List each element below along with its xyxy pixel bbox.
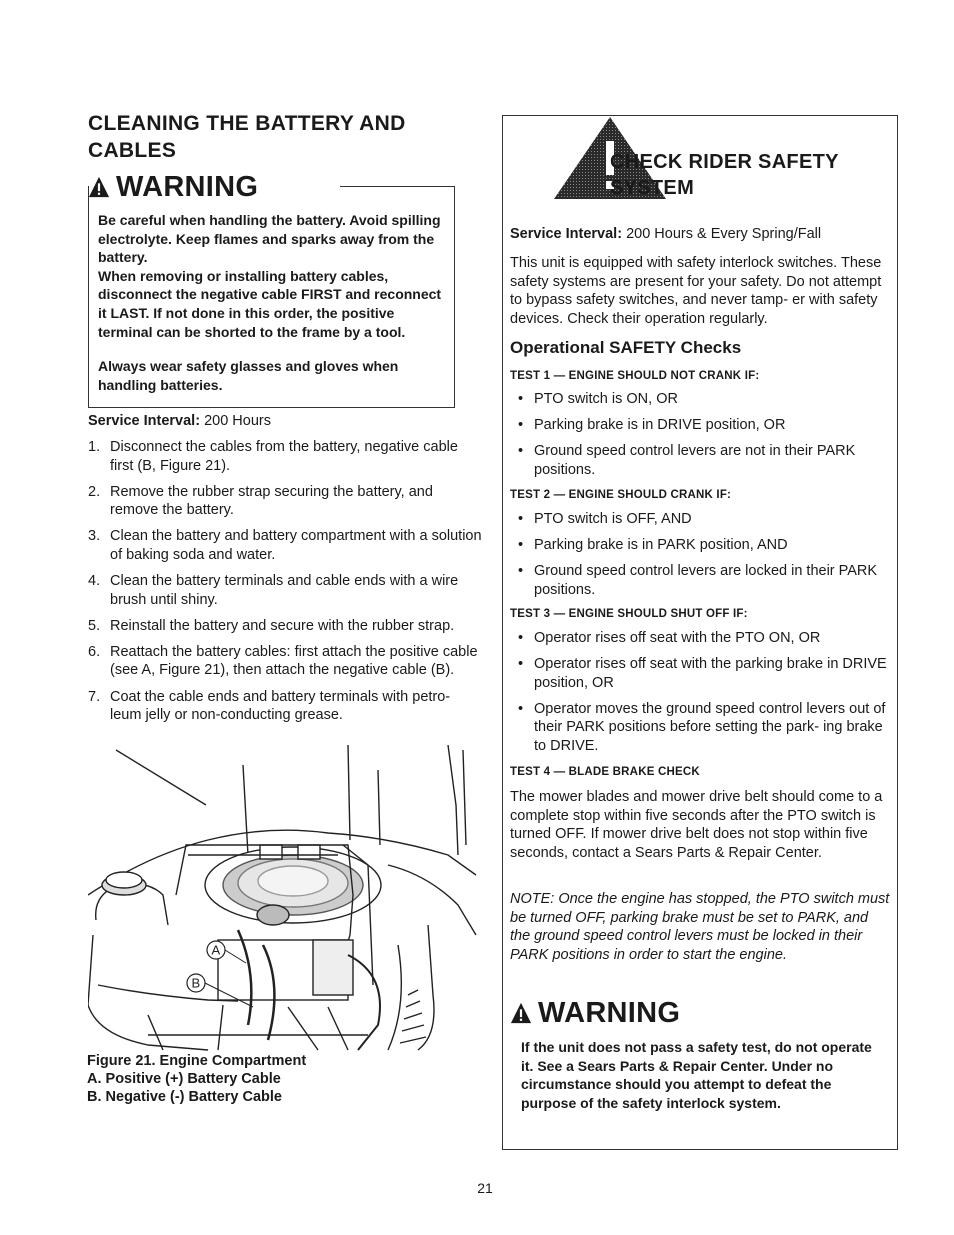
list-item: • Operator moves the ground speed control levers out of their PARK positions before setting the park- ing brake to DRIVE. — [518, 700, 890, 756]
warning-box-rule — [340, 186, 454, 187]
warning-box-rule — [454, 186, 455, 408]
test-2-label: TEST 2 — ENGINE SHOULD CRANK IF: — [510, 489, 732, 501]
warning-triangle-icon — [510, 1002, 532, 1024]
service-interval-value: 200 Hours — [204, 413, 271, 429]
list-item — [88, 643, 483, 680]
service-interval-safety — [510, 226, 821, 242]
service-interval-label: Service Interval: — [88, 413, 201, 429]
warning-box-rule — [88, 186, 89, 408]
section-heading-battery: CLEANING THE BATTERY AND CABLES — [88, 112, 406, 162]
step-text: Remove the rubber strap securing the battery, and remove the battery. — [110, 483, 433, 519]
test-1-label: TEST 1 — ENGINE SHOULD NOT CRANK IF: — [510, 370, 760, 382]
step-number: 5. — [88, 617, 101, 634]
list-item: • PTO switch is OFF, AND — [518, 510, 890, 529]
step-text: Reattach the battery cables: first attach the positive cable (see A, Figure 21), then attach the negative cable (B). — [110, 643, 478, 679]
list-item — [88, 483, 483, 520]
test-4-text: The mower blades and mower drive belt should come to a complete stop within five seconds after the PTO switch is turned OFF. If mower drive belt does not stop within five seconds, contact a Sears Parts & Repair Center. — [510, 789, 883, 861]
warning-triangle-icon — [88, 176, 110, 198]
service-interval-battery — [88, 413, 271, 429]
service-interval-label: Service Interval: — [510, 226, 623, 242]
list-item: • Parking brake is in DRIVE position, OR — [518, 416, 890, 435]
operational-checks-heading: Operational SAFETY Checks — [510, 338, 742, 357]
list-item — [88, 617, 483, 636]
list-item: • Parking brake is in PARK position, AND — [518, 536, 890, 555]
list-item: • PTO switch is ON, OR — [518, 390, 890, 409]
warning-title-safety — [510, 996, 680, 1030]
list-item — [88, 527, 483, 564]
test-2-list — [518, 510, 890, 607]
engine-compartment-figure — [88, 745, 478, 1055]
list-item: • Operator rises off seat with the PTO ON, OR — [518, 629, 890, 648]
test-3-label: TEST 3 — ENGINE SHOULD SHUT OFF IF: — [510, 608, 748, 620]
list-item: • Operator rises off seat with the parking brake in DRIVE position, OR — [518, 655, 890, 692]
step-number: 2. — [88, 483, 101, 500]
step-text: Clean the battery terminals and cable ends with a wire brush until shiny. — [110, 573, 459, 608]
service-interval-value: 200 Hours & Every Spring/Fall — [626, 226, 822, 242]
warning-word: WARNING — [116, 170, 259, 203]
warning-paragraph: Always wear safety glasses and gloves when handling batteries. — [98, 358, 399, 393]
step-number: 7. — [88, 688, 101, 705]
step-text: Disconnect the cables from the battery, negative cable first (B, Figure 21). — [110, 439, 458, 474]
warning-paragraph: When removing or installing battery cables, disconnect the negative cable FIRST and reconnect it LAST. If not done in this order, the positive terminal can be shorted to the frame by a tool. — [98, 267, 442, 340]
warning-paragraph: Be careful when handling the battery. Avoid spilling electrolyte. Keep flames and sparks away from the battery. — [98, 212, 441, 266]
warning-text-battery — [98, 211, 448, 394]
caption-line: Figure 21. Engine Compartment — [87, 1053, 307, 1069]
step-number: 1. — [88, 439, 101, 455]
section-heading-safety — [610, 149, 839, 201]
list-item: • Ground speed control levers are not in their PARK positions. — [518, 442, 890, 479]
test-1-list — [518, 390, 890, 487]
list-item — [88, 572, 483, 609]
battery-steps-list — [88, 438, 483, 732]
note-text: NOTE: Once the engine has stopped, the PTO switch must be turned OFF, parking brake must be set to PARK, and the ground speed control levers must be locked in their PARK positions in order to start the engine. — [510, 891, 890, 963]
step-number: 3. — [88, 528, 101, 545]
figure-label-b: B — [191, 975, 201, 991]
test-4-label: TEST 4 — BLADE BRAKE CHECK — [510, 766, 700, 778]
caption-line: B. Negative (-) Battery Cable — [87, 1089, 282, 1105]
warning-text-safety: If the unit does not pass a safety test, do not operate it. See a Sears Parts & Repair Center. Under no circumstance should you attempt to defeat the purpose of the safety interlock system. — [521, 1039, 872, 1111]
step-number: 4. — [88, 573, 101, 590]
list-item — [88, 438, 483, 475]
warning-title-battery — [88, 170, 258, 204]
page-number: 21 — [477, 1180, 493, 1196]
safety-intro-text: This unit is equipped with safety interlock switches. These safety systems are present for your safety. Do not attempt to bypass safety switches, and never tamp- er with safety devices. Check their operation regularly. — [510, 255, 882, 327]
list-item — [88, 688, 483, 725]
warning-word: WARNING — [538, 996, 681, 1029]
step-text: Reinstall the battery and secure with the rubber strap. — [110, 617, 455, 634]
caption-line: A. Positive (+) Battery Cable — [87, 1071, 281, 1087]
step-text: Coat the cable ends and battery terminals with petro- leum jelly or non-conducting grease. — [110, 688, 451, 724]
figure-caption — [87, 1052, 306, 1106]
step-number: 6. — [88, 643, 101, 660]
test-3-list — [518, 629, 890, 763]
warning-box-rule — [88, 407, 455, 408]
figure-label-a: A — [211, 942, 221, 958]
step-text: Clean the battery and battery compartment with a solution of baking soda and water. — [110, 528, 482, 563]
heading-line: CHECK RIDER SAFETY — [610, 151, 839, 173]
heading-line: SYSTEM — [610, 177, 695, 199]
list-item: • Ground speed control levers are locked in their PARK positions. — [518, 562, 890, 599]
